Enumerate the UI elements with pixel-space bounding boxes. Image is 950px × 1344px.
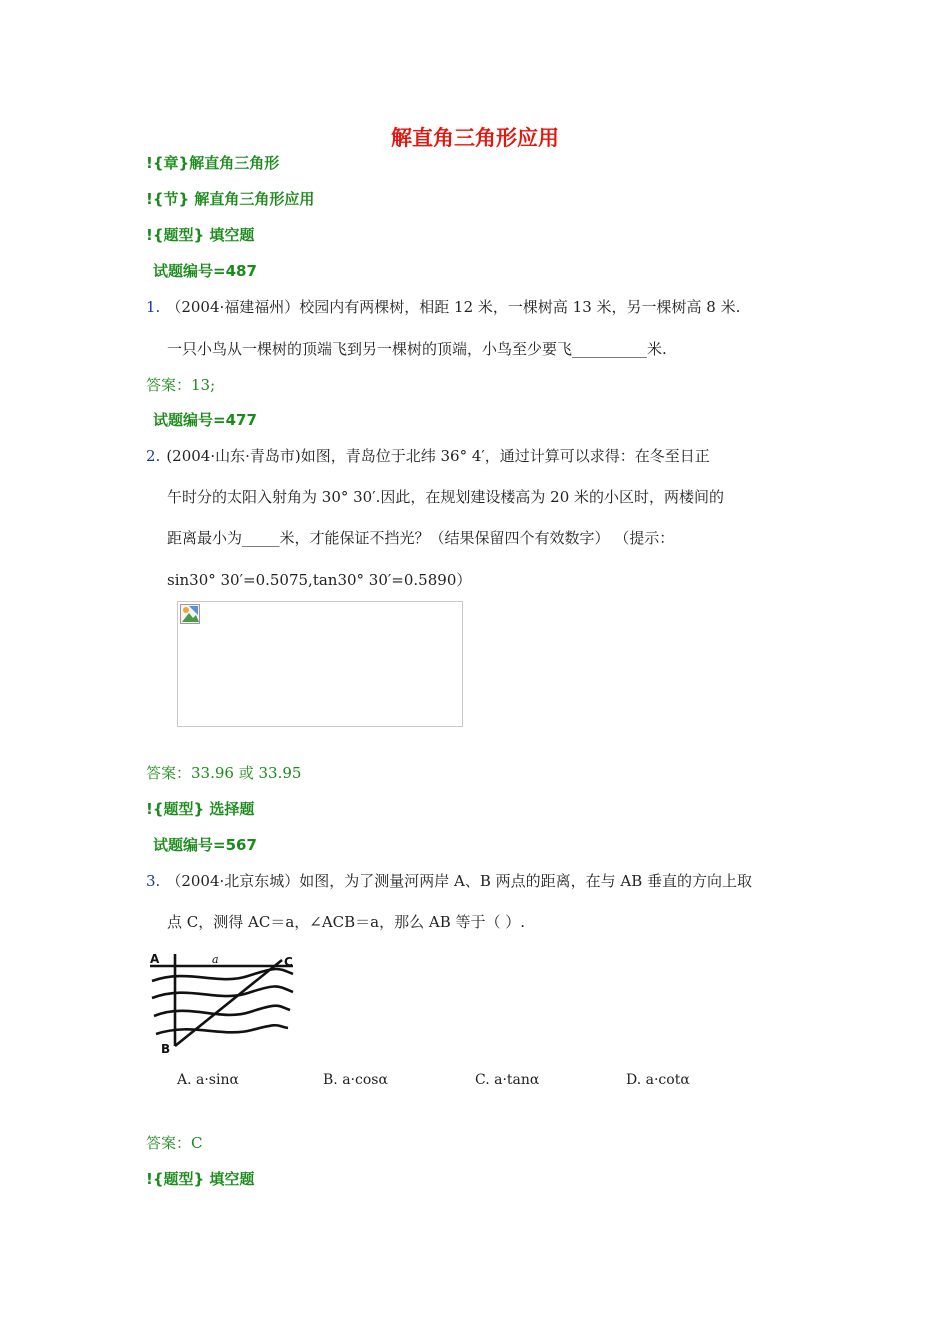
- figure-label-c: C: [284, 955, 293, 969]
- option-c: C. a·tanα: [475, 1072, 540, 1088]
- river-figure: [148, 946, 298, 1056]
- option-a: A. a·sinα: [177, 1072, 239, 1088]
- question-1-number: 1.: [146, 298, 161, 316]
- figure-label-side: a: [212, 953, 219, 966]
- question-2-line-3: 距离最小为_____米，才能保证不挡光？（结果保留四个有效数字） （提示：: [167, 529, 675, 547]
- page-title: 解直角三角形应用: [391, 126, 559, 150]
- question-2-id: 试题编号=477: [153, 411, 257, 429]
- question-2-line-2: 午时分的太阳入射角为 30° 30′.因此，在规划建设楼高为 20 米的小区时，两楼间的: [167, 488, 725, 506]
- question-2-line-1: 2. (2004·山东·青岛市)如图，青岛位于北纬 36° 4′，通过计算可以求得：在冬至日正: [146, 447, 710, 465]
- question-1-id: 试题编号=487: [153, 262, 257, 280]
- question-3-line-1: 3. （2004·北京东城）如图，为了测量河两岸 A、B 两点的距离，在与 AB 垂直的方向上取: [146, 872, 753, 890]
- question-1-line-2: 一只小鸟从一棵树的顶端飞到另一棵树的顶端，小鸟至少要飞__________米.: [167, 340, 667, 358]
- figure-label-a: A: [150, 952, 160, 966]
- section-heading: !{节} 解直角三角形应用: [146, 190, 315, 208]
- figure-label-b: B: [161, 1042, 171, 1056]
- question-1-answer: 答案：13;: [146, 376, 216, 394]
- question-type-fill-2: !{题型} 填空题: [146, 1170, 255, 1188]
- broken-image-icon: [180, 604, 200, 624]
- question-2-line-4: sin30° 30′=0.5075,tan30° 30′=0.5890）: [167, 571, 472, 589]
- question-2-answer: 答案：33.96 或 33.95: [146, 764, 302, 782]
- question-2-number: 2.: [146, 447, 161, 465]
- question-type-fill: !{题型} 填空题: [146, 226, 255, 244]
- question-3-number: 3.: [146, 872, 161, 890]
- river-wave-1: [152, 969, 293, 981]
- option-d: D. a·cotα: [626, 1072, 690, 1088]
- chapter-heading: !{章}解直角三角形: [146, 154, 280, 172]
- question-3-id: 试题编号=567: [153, 836, 257, 854]
- question-3-answer: 答案：C: [146, 1134, 203, 1152]
- river-wave-2: [152, 986, 293, 998]
- question-3-line-2: 点 C，测得 AC＝a，∠ACB＝a，那么 AB 等于（ ）.: [167, 913, 526, 931]
- question-type-choice: !{题型} 选择题: [146, 800, 255, 818]
- option-b: B. a·cosα: [323, 1072, 388, 1088]
- question-2-image-placeholder: [177, 601, 463, 727]
- question-1-line-1: 1. （2004·福建福州）校园内有两棵树，相距 12 米，一棵树高 13 米，另一棵树高 8 米.: [146, 298, 741, 316]
